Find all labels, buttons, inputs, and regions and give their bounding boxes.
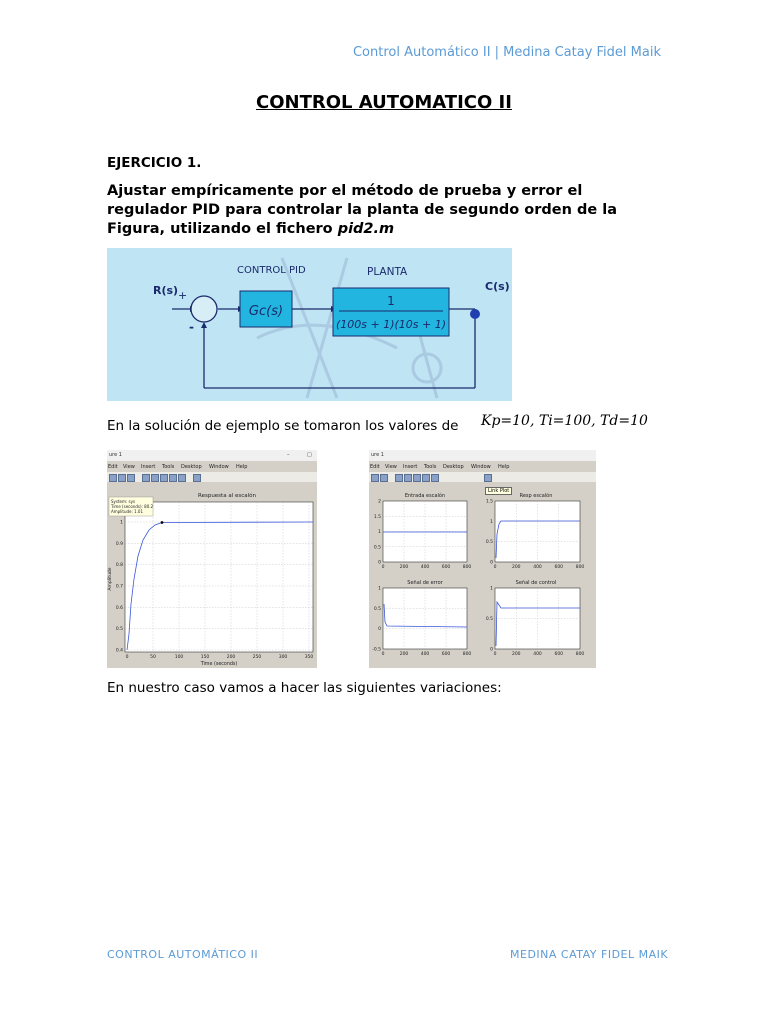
menu-desktop[interactable]: Desktop [443,464,464,470]
x-tick-label: 800 [462,565,472,570]
subplot-title-control: Señal de control [515,580,557,586]
window-title: ure 1 [109,452,122,458]
link-plot-tooltip: Link Plot [485,487,512,495]
y-tick-label: 0.8 [115,563,123,569]
x-tick-label: 0 [125,655,129,660]
matlab-figure-1 [107,450,317,668]
rotate-icon[interactable] [422,474,430,482]
x-tick-label: 400 [420,652,430,657]
page-title: CONTROL AUTOMATICO II [256,92,512,113]
zoom-in-icon[interactable] [395,474,403,482]
subplot-title-error: Señal de error [407,580,443,586]
y-tick-label: 0.5 [373,545,381,551]
plant-numerator: 1 [387,294,395,308]
x-tick-label: 600 [441,652,451,657]
y-tick-label: 0.5 [115,627,123,633]
menu-insert[interactable]: Insert [141,464,156,470]
window-titlebar [369,450,596,461]
window-titlebar [107,450,317,461]
controller-label: CONTROL PID [237,265,306,276]
datacursor-icon[interactable] [178,474,186,482]
output-label: C(s) [485,280,510,293]
x-tick-label: 350 [304,655,314,660]
y-tick-label: -0.5 [372,647,381,653]
y-tick-label: 0 [490,647,493,653]
solution-text: En la solución de ejemplo se tomaron los valores de [107,418,459,434]
x-tick-label: 100 [174,655,184,660]
menu-edit[interactable]: Edit [108,464,118,470]
menu-bar [107,463,317,471]
y-tick-label: 0.7 [115,584,123,590]
y-tick-label: 1 [490,519,493,525]
exercise-statement [107,182,667,239]
plant-denominator: (100s + 1)(10s + 1) [335,318,447,331]
maximize-icon[interactable]: □ [307,452,312,458]
datatip-marker [161,521,164,524]
x-tick-label: 400 [420,565,430,570]
exercise-file-name: pid2.m [337,221,395,237]
y-tick-label: 1 [490,586,493,592]
link-plot-icon[interactable] [484,474,492,482]
step-response-plot [107,484,317,668]
x-tick-label: 800 [575,565,585,570]
y-tick-label: 0.5 [373,606,381,612]
x-tick-label: 200 [226,655,236,660]
x-tick-label: 0 [493,652,497,657]
minimize-icon[interactable]: – [287,452,290,458]
exercise-label: EJERCICIO 1. [107,155,202,171]
save-icon[interactable] [118,474,126,482]
x-tick-label: 400 [533,565,542,570]
menu-tools[interactable]: Tools [162,464,175,470]
menu-help[interactable]: Help [236,464,248,470]
x-tick-label: 0 [381,565,385,570]
y-tick-label: 0.5 [485,617,493,622]
menu-window[interactable]: Window [209,464,229,470]
zoom-out-icon[interactable] [151,474,159,482]
menu-bar [369,463,596,471]
figure-toolbar [369,472,596,482]
y-tick-label: 0 [378,560,381,566]
rotate-icon[interactable] [169,474,177,482]
x-axis-label: Time (seconds) [200,662,238,667]
menu-tools[interactable]: Tools [424,464,437,470]
x-tick-label: 0 [381,652,385,657]
figure-toolbar [107,472,317,482]
x-tick-label: 600 [554,652,564,657]
footer-left: CONTROL AUTOMÁTICO II [107,948,259,961]
x-tick-label: 200 [399,565,409,570]
pan-icon[interactable] [413,474,421,482]
open-icon[interactable] [109,474,117,482]
variations-intro: En nuestro caso vamos a hacer las siguientes variaciones: [107,680,502,696]
plant-label: PLANTA [367,266,408,278]
y-tick-label: 2 [378,499,381,505]
window-title: ure 1 [371,452,384,458]
save-icon[interactable] [380,474,388,482]
x-tick-label: 800 [575,652,585,657]
zoom-out-icon[interactable] [404,474,412,482]
subplots-figure [369,484,596,668]
menu-help[interactable]: Help [498,464,510,470]
formula: Kp=10, Ti=100, Td=10 [481,413,648,429]
x-tick-label: 300 [278,655,288,660]
exercise-statement-text: Ajustar empíricamente por el método de prueba y error el regulador PID para controlar la planta de segundo orden de la Figura, utilizando el fichero [107,183,617,237]
menu-window[interactable]: Window [471,464,491,470]
y-tick-label: 0 [378,627,381,633]
menu-edit[interactable]: Edit [370,464,380,470]
subplot-title-input: Entrada escalón [404,493,446,499]
page-header: Control Automático II | Medina Catay Fidel Maik [352,45,661,60]
menu-view[interactable]: View [123,464,135,470]
datatip-line-2: Time (seconds): 80.2 [111,504,154,509]
plus-sign: + [178,289,188,302]
block-diagram [107,248,512,401]
y-tick-label: 0 [490,560,493,566]
x-tick-label: 250 [252,655,262,660]
minus-sign: - [189,320,194,334]
y-tick-label: 0.9 [115,541,123,547]
x-tick-label: 800 [462,652,472,657]
menu-view[interactable]: View [385,464,397,470]
zoom-in-icon[interactable] [142,474,150,482]
x-tick-label: 150 [200,655,210,660]
menu-insert[interactable]: Insert [403,464,418,470]
datatip-line-3: Amplitude: 1.01 [111,509,144,514]
x-tick-label: 200 [511,652,521,657]
block-diagram-svg [107,248,512,401]
legend-icon[interactable] [193,474,201,482]
summing-junction [191,296,217,322]
y-tick-label: 0.5 [485,540,493,546]
y-tick-label: 1 [120,520,123,526]
y-tick-label: 1.5 [373,514,381,520]
x-tick-label: 600 [441,565,451,570]
print-icon[interactable] [127,474,135,482]
input-label: R(s) [153,284,179,297]
datacursor-icon[interactable] [431,474,439,482]
pan-icon[interactable] [160,474,168,482]
controller-tf: Gc(s) [248,304,284,319]
x-tick-label: 200 [511,565,521,570]
y-tick-label: 0.4 [115,648,123,654]
footer-right: MEDINA CATAY FIDEL MAIK [510,948,669,961]
output-node [470,309,480,319]
x-tick-label: 400 [533,652,542,657]
plot-title: Respuesta al escalón [198,493,256,499]
x-tick-label: 200 [399,652,409,657]
menu-desktop[interactable]: Desktop [181,464,202,470]
subplot-title-response: Resp escalón [519,493,553,499]
y-tick-label: 1 [378,530,381,535]
y-tick-label: 1 [378,586,381,592]
x-tick-label: 0 [493,565,497,570]
x-tick-label: 50 [150,655,156,660]
open-icon[interactable] [371,474,379,482]
datatip-line-1: System: sys [111,499,136,504]
matlab-figure-2 [369,450,596,668]
y-axis-label: Amplitude [108,567,113,591]
y-tick-label: 1.5 [485,499,493,505]
x-tick-label: 600 [554,565,564,570]
y-tick-label: 0.6 [115,605,123,611]
